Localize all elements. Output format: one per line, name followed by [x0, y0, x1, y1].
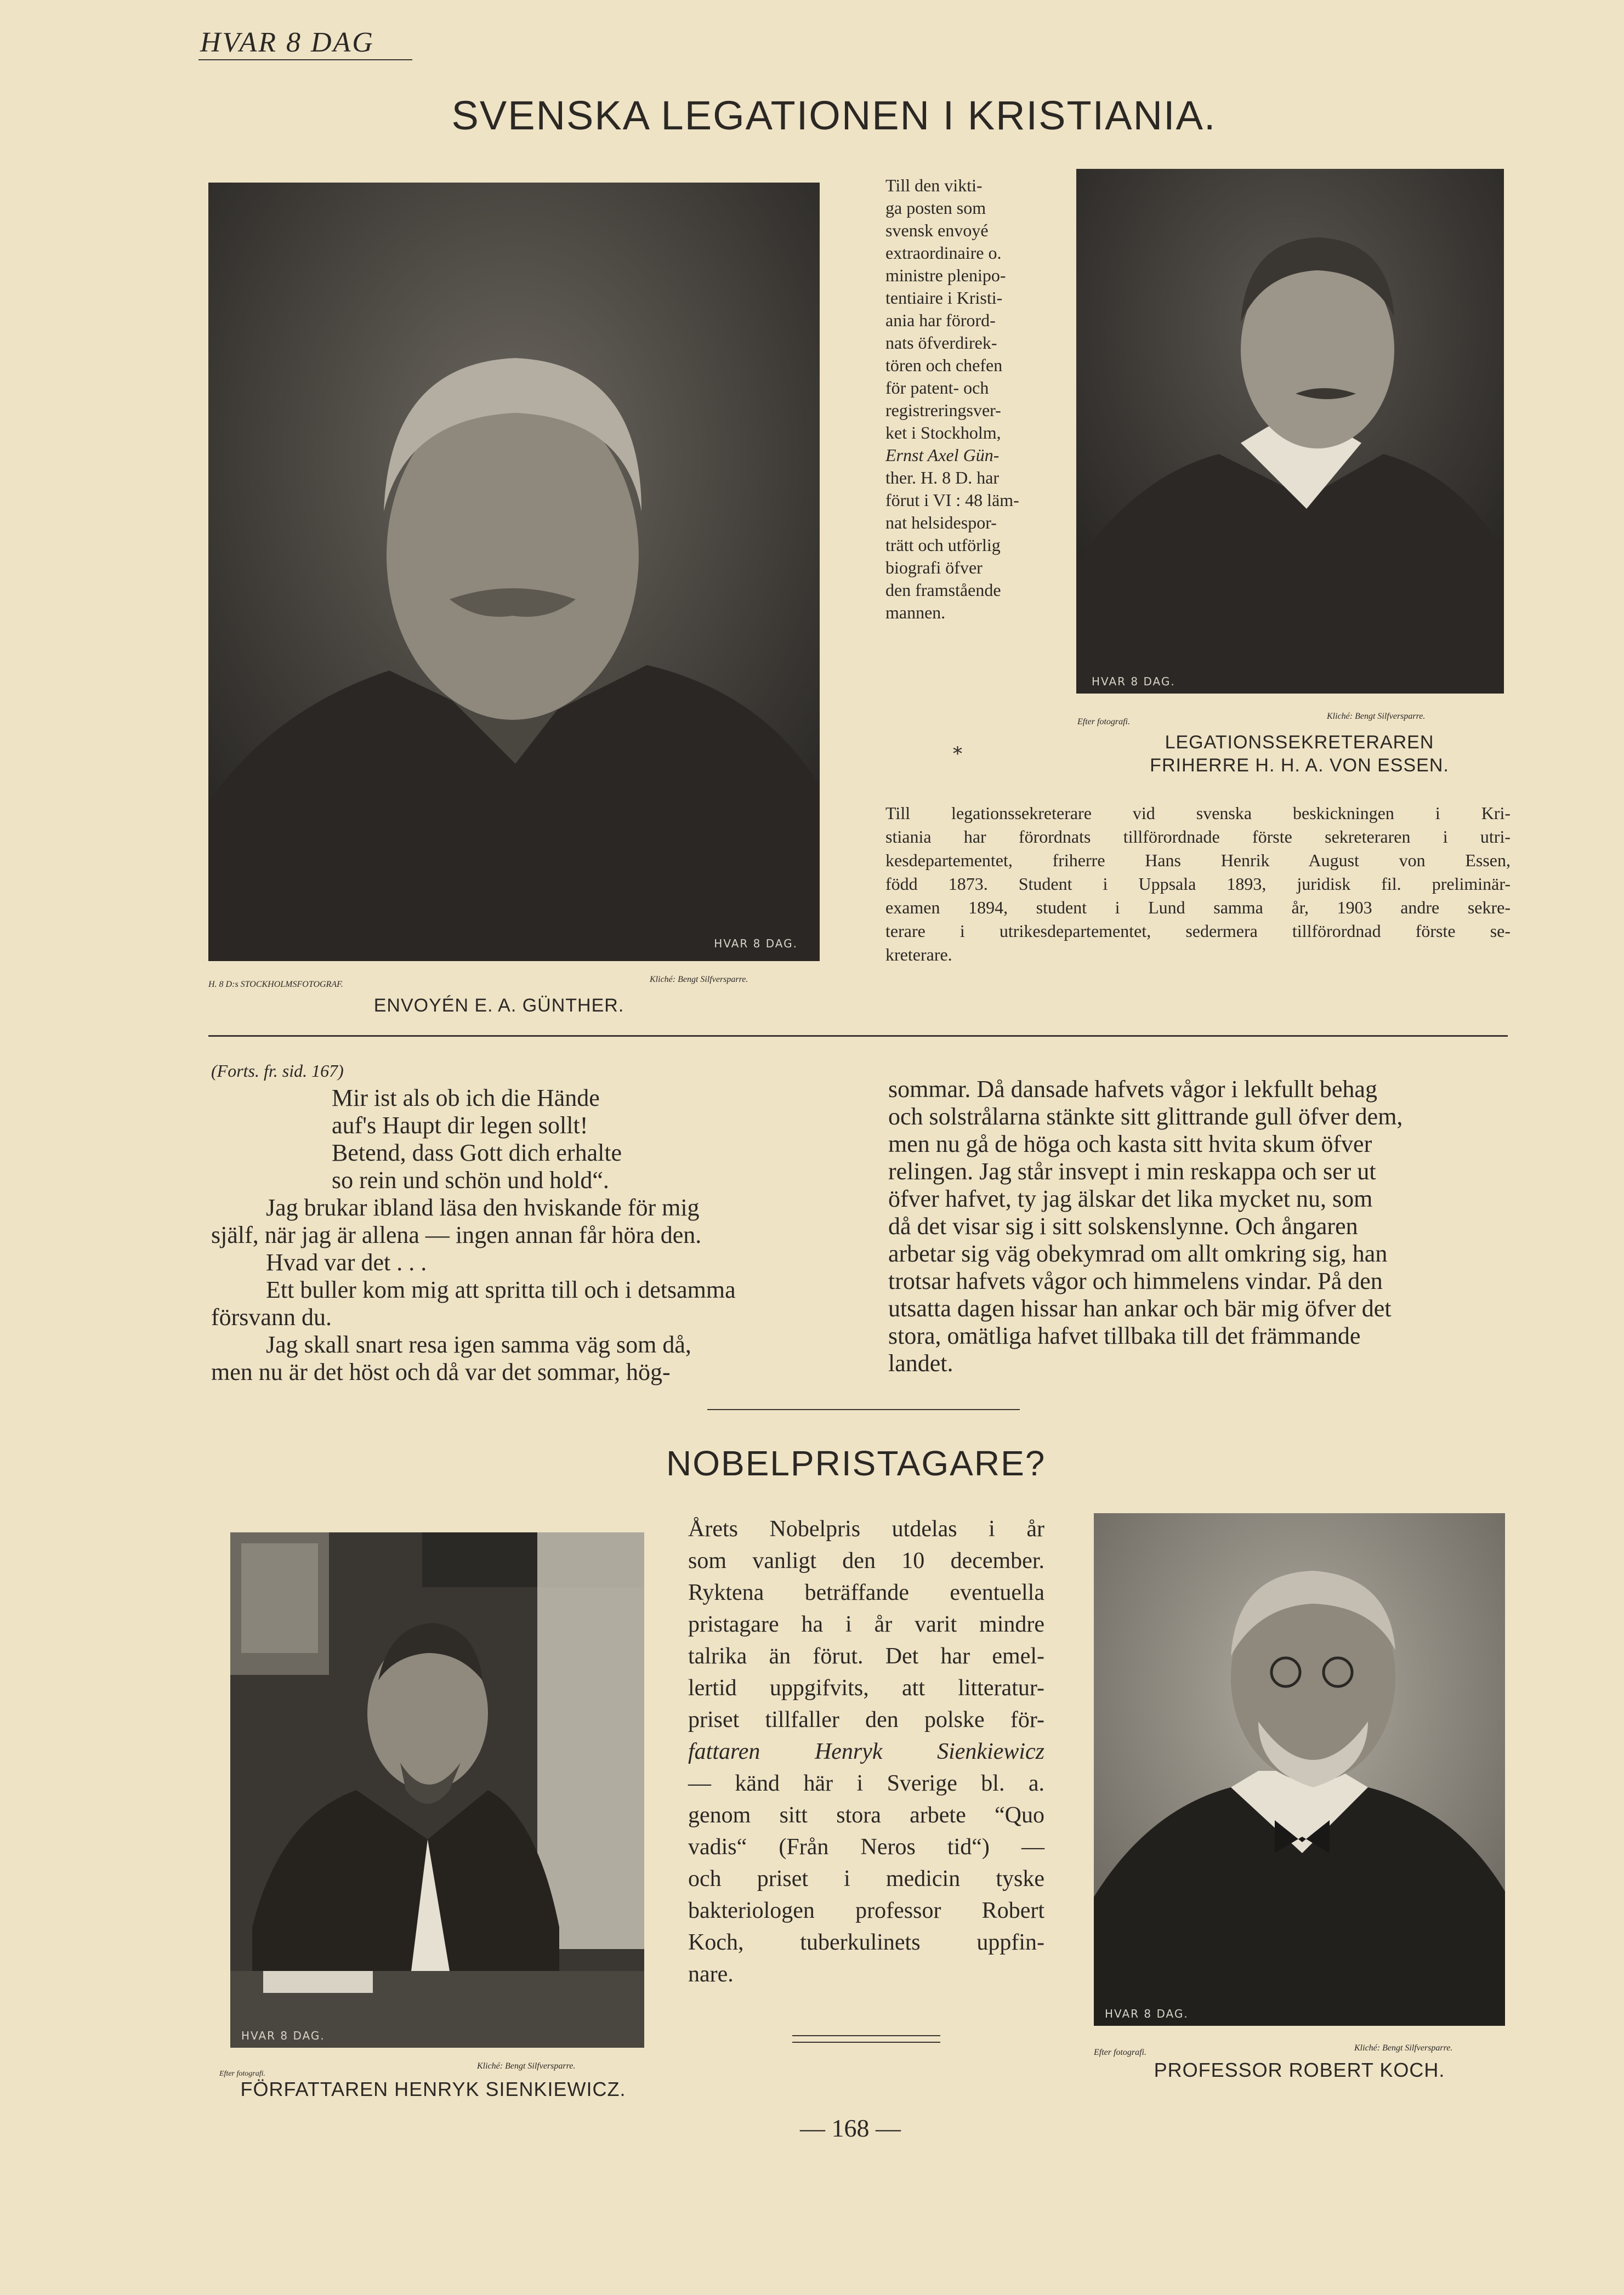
intro-line: mannen. — [885, 603, 946, 622]
intro-line: ania har förord- — [885, 310, 996, 330]
header-underline — [198, 59, 412, 60]
gunther-credit-photographer: H. 8 D:s STOCKHOLMSFOTOGRAF. — [208, 980, 343, 989]
koch-caption: PROFESSOR ROBERT KOCH. — [1154, 2059, 1445, 2081]
essen-bio-line: kesdepartementet, friherre Hans Henrik August von Essen, — [885, 850, 1511, 870]
sienkiewicz-credit-cliche: Kliché: Bengt Silfversparre. — [477, 2061, 576, 2071]
nobel-line: — känd här i Sverige bl. a. — [688, 1771, 1044, 1796]
essen-caption-title: LEGATIONSSEKRETERAREN — [1165, 732, 1434, 753]
gunther-caption: ENVOYÉN E. A. GÜNTHER. — [373, 995, 624, 1016]
story-right-column — [888, 1076, 1513, 1377]
intro-line: förut i VI : 48 läm- — [885, 490, 1019, 510]
essen-watermark: HVAR 8 DAG. — [1092, 675, 1176, 688]
intro-line: tören och chefen — [885, 355, 1003, 375]
sienkiewicz-photo — [230, 1532, 644, 2048]
essen-bio-line: kreterare. — [885, 945, 952, 964]
essen-portrait-illustration — [1076, 169, 1504, 694]
story-line: själf, när jag är allena — ingen annan får höra den. — [211, 1222, 702, 1248]
poem-line: Betend, dass Gott dich erhalte — [332, 1139, 622, 1166]
nobel-line: Ryktena beträffande eventuella — [688, 1580, 1044, 1605]
nobel-line: Koch, tuberkulinets uppfin- — [688, 1930, 1044, 1955]
gunther-credit-cliche: Kliché: Bengt Silfversparre. — [650, 975, 748, 984]
essen-caption-name: FRIHERRE H. H. A. VON ESSEN. — [1150, 755, 1449, 776]
essen-bio-line: stiania har förordnats tillförordnade förste sekreteraren i utri- — [885, 827, 1511, 847]
gunther-portrait-illustration — [208, 183, 820, 961]
nobel-line: lertid uppgifvits, att litteratur- — [688, 1675, 1044, 1701]
story-line: relingen. Jag står insvept i min reskappa och ser ut — [888, 1158, 1376, 1185]
poem-line: auf's Haupt dir legen sollt! — [332, 1112, 588, 1139]
intro-line: nat helsidespor- — [885, 513, 997, 532]
intro-line: extraordinaire o. — [885, 243, 1002, 263]
essen-bio — [885, 802, 1511, 967]
koch-watermark: HVAR 8 DAG. — [1105, 2007, 1189, 2020]
intro-line: trätt och utförlig — [885, 535, 1001, 555]
legation-title: SVENSKA LEGATIONEN I KRISTIANIA. — [451, 93, 1217, 138]
nobel-bottom-rule — [792, 2035, 940, 2036]
continued-from-note: (Forts. fr. sid. 167) — [211, 1061, 344, 1081]
koch-portrait-photo — [1094, 1513, 1505, 2026]
intro-line: registreringsver- — [885, 400, 1001, 420]
page-number: — 168 — — [800, 2114, 901, 2142]
story-line: Jag skall snart resa igen samma väg som då, — [266, 1331, 691, 1358]
magazine-header: HVAR 8 DAG — [200, 27, 374, 58]
story-line: trotsar hafvets vågor och himmelens vindar. På den — [888, 1268, 1383, 1294]
nobel-bottom-rule-2 — [792, 2042, 940, 2043]
sienkiewicz-credit-photo: Efter fotografi. — [219, 2070, 265, 2078]
story-line: och solstrålarna stänkte sitt glittrande gull öfver dem, — [888, 1103, 1403, 1130]
essen-bio-line: examen 1894, student i Lund samma år, 1903 andre sekre- — [885, 897, 1511, 917]
essen-bio-line: Till legationssekreterare vid svenska beskickningen i Kri- — [885, 803, 1511, 823]
intro-line: Ernst Axel Gün- — [885, 445, 1000, 465]
nobel-line: bakteriologen professor Robert — [688, 1898, 1044, 1923]
story-line: stora, omätliga hafvet tillbaka till det främmande — [888, 1322, 1361, 1349]
nobel-line: och priset i medicin tyske — [688, 1866, 1044, 1891]
story-line: då det visar sig i sitt solskenslynne. Och ångaren — [888, 1213, 1358, 1240]
intro-line: ministre plenipo- — [885, 265, 1006, 285]
essen-bio-line: född 1873. Student i Uppsala 1893, juridisk fil. preliminär- — [885, 874, 1511, 894]
story-line: Ett buller kom mig att spritta till och i detsamma — [266, 1276, 736, 1303]
koch-credit-photo: Efter fotografi. — [1094, 2048, 1146, 2057]
story-line: sommar. Då dansade hafvets vågor i lekfullt behag — [888, 1076, 1377, 1103]
intro-line: svensk envoyé — [885, 220, 989, 240]
intro-line: ket i Stockholm, — [885, 423, 1001, 442]
story-line: Hvad var det . . . — [266, 1249, 427, 1276]
intro-line: tentiaire i Kristi- — [885, 288, 1003, 308]
nobel-line: Årets Nobelpris utdelas i år — [688, 1516, 1044, 1542]
essen-credit-cliche: Kliché: Bengt Silfversparre. — [1327, 712, 1426, 721]
nobel-line: nare. — [688, 1962, 734, 1987]
essen-bio-line: terare i utrikesdepartementet, sedermera tillförordnad förste se- — [885, 921, 1511, 941]
intro-line: nats öfverdirek- — [885, 333, 997, 353]
nobel-line: pristagare ha i år varit mindre — [688, 1612, 1044, 1637]
story-line: Jag brukar ibland läsa den hviskande för mig — [266, 1194, 700, 1221]
nobel-top-rule — [707, 1409, 1020, 1410]
intro-line: den framstående — [885, 580, 1001, 600]
poem-line: so rein und schön und hold“. — [332, 1167, 609, 1194]
story-line: arbetar sig väg obekymrad om allt omkring sig, han — [888, 1240, 1388, 1267]
story-line: försvann du. — [211, 1304, 332, 1331]
legation-intro-column — [885, 174, 1044, 624]
nobel-line: vadis“ (Från Neros tid“) — — [688, 1834, 1044, 1860]
essen-portrait-photo — [1076, 169, 1504, 694]
koch-credit-cliche: Kliché: Bengt Silfversparre. — [1354, 2043, 1453, 2053]
story-line: öfver hafvet, ty jag älskar det lika mycket nu, som — [888, 1185, 1373, 1212]
gunther-watermark: HVAR 8 DAG. — [714, 937, 798, 950]
story-left-column — [211, 1084, 836, 1386]
nobel-title: NOBELPRISTAGARE? — [666, 1444, 1046, 1483]
story-line: utsatta dagen hissar han ankar och bär mig öfver det — [888, 1295, 1392, 1322]
essen-credit-photo: Efter fotografi. — [1077, 717, 1130, 726]
story-line: men nu är det höst och då var det sommar, hög- — [211, 1359, 671, 1385]
koch-portrait-illustration — [1094, 1513, 1505, 2026]
story-line: landet. — [888, 1350, 953, 1377]
section-divider — [208, 1035, 1508, 1037]
nobel-line: priset tillfaller den polske för- — [688, 1707, 1044, 1732]
intro-line: ther. H. 8 D. har — [885, 468, 1000, 487]
nobel-line: talrika än förut. Det har emel- — [688, 1644, 1044, 1669]
nobel-line: genom sitt stora arbete “Quo — [688, 1803, 1044, 1828]
intro-line: biografi öfver — [885, 558, 983, 577]
nobel-line: som vanligt den 10 december. — [688, 1548, 1044, 1573]
sienkiewicz-watermark: HVAR 8 DAG. — [241, 2029, 325, 2042]
sienkiewicz-illustration — [230, 1532, 644, 2048]
story-line: men nu gå de höga och kasta sitt hvita skum öfver — [888, 1131, 1372, 1157]
asterisk-divider: * — [953, 743, 962, 765]
nobel-text — [688, 1513, 1044, 1990]
intro-line: Till den vikti- — [885, 175, 983, 195]
nobel-line: fattaren Henryk Sienkiewicz — [688, 1739, 1044, 1764]
poem-line: Mir ist als ob ich die Hände — [332, 1084, 600, 1111]
gunther-portrait-photo — [208, 183, 820, 961]
intro-line: för patent- och — [885, 378, 989, 397]
intro-line: ga posten som — [885, 198, 986, 218]
sienkiewicz-caption: FÖRFATTAREN HENRYK SIENKIEWICZ. — [240, 2078, 626, 2100]
